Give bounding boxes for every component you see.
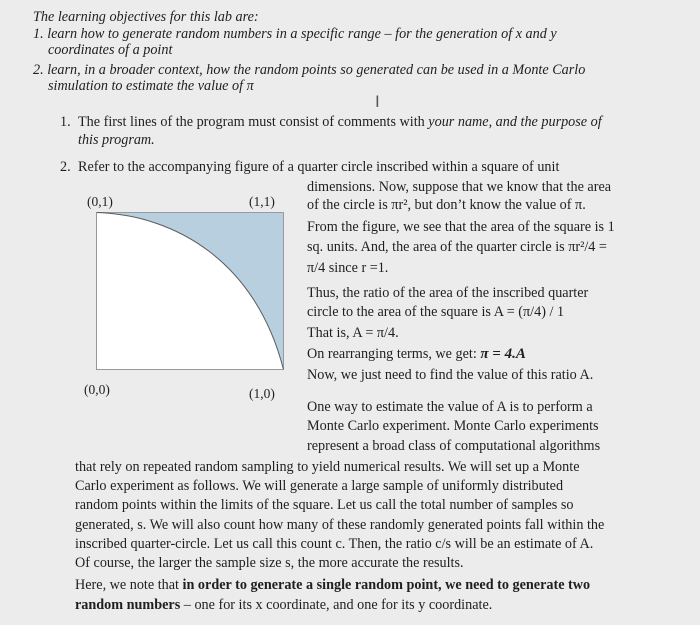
label-bottom-left: (0,0) bbox=[84, 382, 110, 397]
note-emphasis: in order to generate a single random point, we need to generate two bbox=[182, 577, 591, 593]
note-text: Here, we note that bbox=[75, 577, 183, 593]
right-line-4: sq. units. And, the area of the quarter circle is πr²/4 = bbox=[307, 239, 607, 255]
right-line-11: One way to estimate the value of A is to perform a bbox=[307, 399, 593, 415]
right-line-8: That is, A = π/4. bbox=[307, 325, 399, 341]
right-line-3: From the figure, we see that the area of the square is 1 bbox=[307, 219, 615, 235]
step-1-text: The first lines of the program must consist of comments with bbox=[78, 114, 429, 130]
right-line-2: of the circle is πr², but don’t know the value of π. bbox=[307, 197, 586, 213]
body-line-4: generated, s. We will also count how many of these randomly generated points fall within the bbox=[75, 517, 605, 533]
step-1-number: 1. bbox=[60, 114, 71, 130]
objective-2-line-2: simulation to estimate the value of π bbox=[48, 78, 254, 94]
pi-formula: π = 4.A bbox=[480, 346, 526, 362]
right-line-12: Monte Carlo experiment. Monte Carlo experiments bbox=[307, 418, 599, 434]
step-1-line-1 bbox=[78, 114, 602, 131]
body-line-3: random points within the limits of the square. Let us call the total number of samples so bbox=[75, 497, 574, 513]
right-line-10: Now, we just need to find the value of this ratio A. bbox=[307, 367, 594, 383]
coordinate-text: – one for its x coordinate, and one for its y coordinate. bbox=[180, 597, 493, 613]
step-1-line-2: this program. bbox=[78, 132, 155, 148]
body-line-7 bbox=[75, 577, 590, 594]
right-line-1: dimensions. Now, suppose that we know that the area bbox=[307, 179, 612, 195]
right-line-6: Thus, the ratio of the area of the inscribed quarter bbox=[307, 285, 589, 301]
text-cursor-icon: I bbox=[375, 92, 380, 111]
right-line-5: π/4 since r =1. bbox=[307, 260, 389, 276]
right-line-9 bbox=[307, 346, 526, 363]
label-top-left: (0,1) bbox=[87, 194, 113, 209]
label-bottom-right: (1,0) bbox=[249, 386, 275, 401]
body-line-2: Carlo experiment as follows. We will generate a large sample of uniformly distributed bbox=[75, 478, 564, 494]
step-2-line-1: Refer to the accompanying figure of a quarter circle inscribed within a square of unit bbox=[78, 159, 560, 175]
rearrange-text: On rearranging terms, we get: bbox=[307, 346, 481, 362]
step-1-emphasis: your name, and the purpose of bbox=[428, 114, 602, 130]
objective-1-line-1: 1. learn how to generate random numbers in a specific range – for the generation of x and y bbox=[33, 26, 557, 42]
body-line-6: Of course, the larger the sample size s, the more accurate the results. bbox=[75, 555, 464, 571]
step-2-number: 2. bbox=[60, 159, 71, 175]
body-line-1: that rely on repeated random sampling to yield numerical results. We will set up a Monte bbox=[75, 459, 580, 475]
objective-1-line-2: coordinates of a point bbox=[48, 42, 173, 58]
objectives-heading: The learning objectives for this lab are: bbox=[33, 9, 259, 25]
quarter-circle-figure bbox=[96, 212, 288, 374]
random-numbers-emphasis: random numbers bbox=[75, 597, 181, 613]
label-top-right: (1,1) bbox=[249, 194, 275, 209]
body-line-5: inscribed quarter-circle. Let us call this count c. Then, the ratio c/s will be an estimate of A. bbox=[75, 536, 594, 552]
right-line-7: circle to the area of the square is A = (π/4) / 1 bbox=[307, 304, 565, 320]
body-line-8 bbox=[75, 597, 492, 614]
objective-2-line-1: 2. learn, in a broader context, how the random points so generated can be used in a Monte Carlo bbox=[33, 62, 586, 78]
right-line-13: represent a broad class of computational algorithms bbox=[307, 438, 601, 454]
